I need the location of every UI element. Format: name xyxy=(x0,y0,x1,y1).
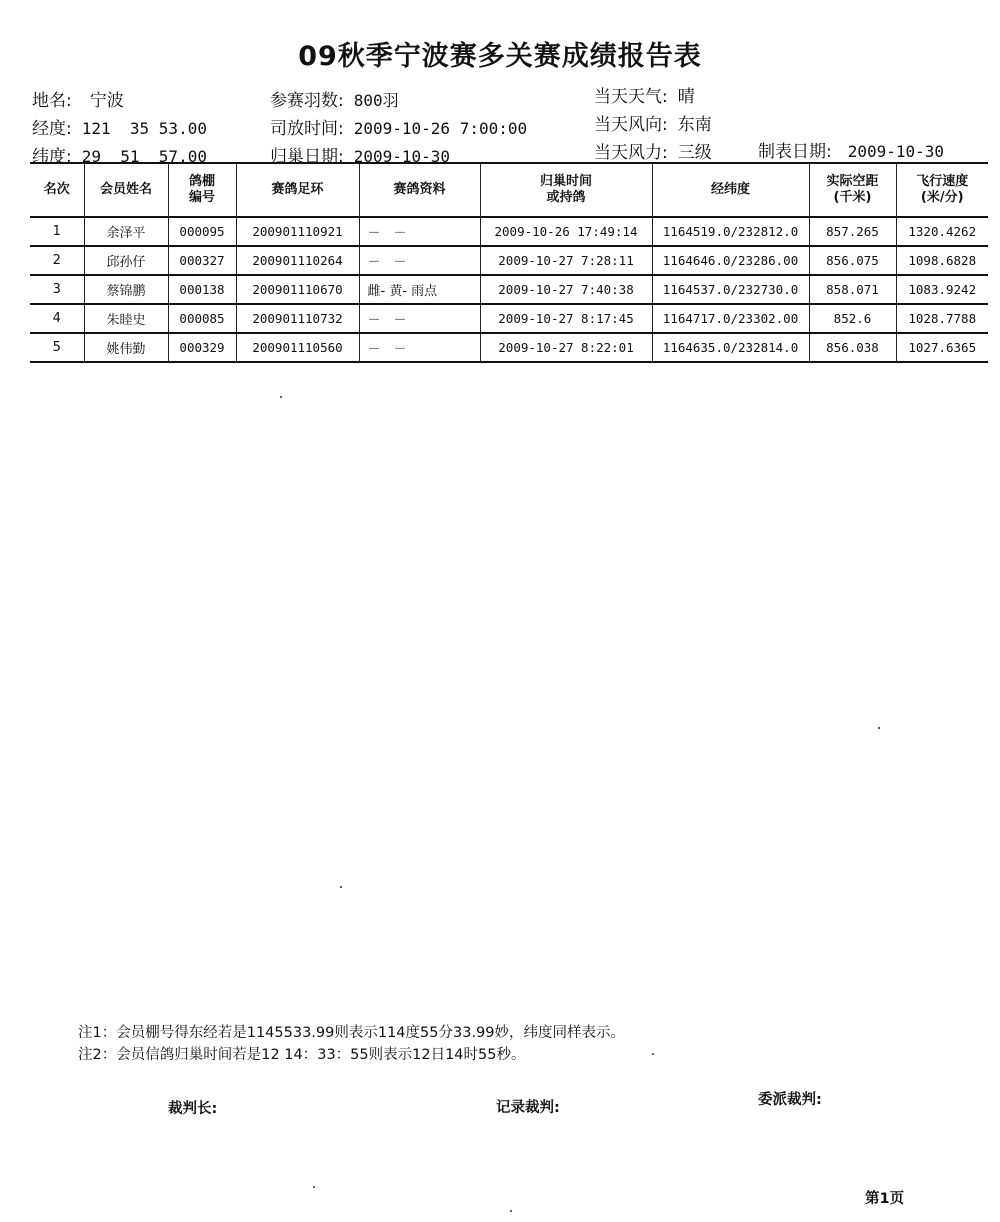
info-wind-direction xyxy=(594,110,712,135)
cell-pigeon-info: － － xyxy=(359,217,480,246)
cell-speed: 1320.4262 xyxy=(896,217,988,246)
info-count xyxy=(270,86,399,111)
scan-speck xyxy=(878,727,880,729)
cell-return-time: 2009-10-27 7:28:11 xyxy=(480,246,652,275)
cell-loft-number: 000327 xyxy=(168,246,236,275)
column-header-speed: 飞行速度 (米/分) xyxy=(896,163,988,217)
cell-speed: 1027.6365 xyxy=(896,333,988,362)
cell-ring-number: 200901110264 xyxy=(236,246,359,275)
cell-member-name: 姚伟勤 xyxy=(84,333,168,362)
info-release xyxy=(270,114,527,139)
cell-return-time: 2009-10-27 7:40:38 xyxy=(480,275,652,304)
weather-label: 当天天气: xyxy=(594,87,668,107)
cell-member-name: 蔡锦鹏 xyxy=(84,275,168,304)
cell-ring-number: 200901110732 xyxy=(236,304,359,333)
longitude-label: 经度: xyxy=(32,119,72,139)
cell-rank: 5 xyxy=(30,333,84,362)
cell-pigeon-info: 雌- 黄- 雨点 xyxy=(359,275,480,304)
cell-rank: 4 xyxy=(30,304,84,333)
cell-coordinates: 1164519.0/232812.0 xyxy=(652,217,809,246)
scan-speck xyxy=(280,396,282,398)
cell-rank: 3 xyxy=(30,275,84,304)
page-number: 第1页 xyxy=(865,1191,905,1207)
place-label: 地名: xyxy=(32,91,72,111)
cell-distance: 857.265 xyxy=(809,217,896,246)
cell-speed: 1083.9242 xyxy=(896,275,988,304)
table-body xyxy=(30,217,988,362)
cell-ring-number: 200901110670 xyxy=(236,275,359,304)
return-value: 2009-10-30 xyxy=(353,147,451,166)
wind-force-label: 当天风力: xyxy=(594,143,668,163)
cell-speed: 1098.6828 xyxy=(896,246,988,275)
wind-force-value: 三级 xyxy=(677,143,712,163)
column-header-rank: 名次 xyxy=(30,163,84,217)
info-weather xyxy=(594,82,695,107)
info-place xyxy=(32,86,124,111)
cell-return-time: 2009-10-27 8:22:01 xyxy=(480,333,652,362)
cell-coordinates: 1164537.0/232730.0 xyxy=(652,275,809,304)
table-row xyxy=(30,217,988,246)
column-header-return-time: 归巢时间 或持鸽 xyxy=(480,163,652,217)
column-header-ring-number: 赛鸽足环 xyxy=(236,163,359,217)
note-1: 注1：会员棚号得东经若是1145533.99则表示114度55分33.99妙，纬度同样表示。 xyxy=(78,1025,625,1041)
table-row xyxy=(30,275,988,304)
info-made-date xyxy=(758,137,944,162)
count-label: 参赛羽数: xyxy=(270,91,344,111)
cell-distance: 852.6 xyxy=(809,304,896,333)
scan-speck xyxy=(652,1053,654,1055)
made-date-label: 制表日期: xyxy=(758,142,832,162)
column-header-loft-number: 鸽棚 编号 xyxy=(168,163,236,217)
cell-loft-number: 000329 xyxy=(168,333,236,362)
made-date-value: 2009-10-30 xyxy=(847,142,945,161)
cell-rank: 2 xyxy=(30,246,84,275)
cell-pigeon-info: － － xyxy=(359,304,480,333)
cell-member-name: 余泽平 xyxy=(84,217,168,246)
cell-member-name: 朱睦史 xyxy=(84,304,168,333)
cell-pigeon-info: － － xyxy=(359,246,480,275)
cell-distance: 856.038 xyxy=(809,333,896,362)
note-2: 注2：会员信鸽归巢时间若是12 14：33：55则表示12日14时55秒。 xyxy=(78,1047,526,1063)
release-value: 2009-10-26 7:00:00 xyxy=(353,119,528,138)
chief-judge-label: 裁判长: xyxy=(168,1101,218,1117)
cell-ring-number: 200901110560 xyxy=(236,333,359,362)
table-row xyxy=(30,304,988,333)
cell-coordinates: 1164635.0/232814.0 xyxy=(652,333,809,362)
cell-ring-number: 200901110921 xyxy=(236,217,359,246)
wind-dir-label: 当天风向: xyxy=(594,115,668,135)
scan-speck xyxy=(313,1186,315,1188)
weather-value: 晴 xyxy=(677,87,695,107)
cell-return-time: 2009-10-26 17:49:14 xyxy=(480,217,652,246)
cell-pigeon-info: － － xyxy=(359,333,480,362)
column-header-pigeon-info: 赛鸽资料 xyxy=(359,163,480,217)
info-longitude xyxy=(32,114,207,139)
cell-coordinates: 1164646.0/23286.00 xyxy=(652,246,809,275)
recorder-judge-label: 记录裁判: xyxy=(496,1100,560,1116)
place-value: 宁波 xyxy=(89,91,124,111)
cell-distance: 856.075 xyxy=(809,246,896,275)
column-header-coordinates: 经纬度 xyxy=(652,163,809,217)
latitude-value: 29 51 57.00 xyxy=(81,147,207,166)
cell-rank: 1 xyxy=(30,217,84,246)
cell-return-time: 2009-10-27 8:17:45 xyxy=(480,304,652,333)
release-label: 司放时间: xyxy=(270,119,344,139)
cell-distance: 858.071 xyxy=(809,275,896,304)
scan-speck xyxy=(510,1210,512,1212)
wind-dir-value: 东南 xyxy=(677,115,712,135)
column-header-distance: 实际空距 (千米) xyxy=(809,163,896,217)
cell-coordinates: 1164717.0/23302.00 xyxy=(652,304,809,333)
scan-speck xyxy=(340,886,342,888)
cell-member-name: 邱孙仔 xyxy=(84,246,168,275)
table-row xyxy=(30,333,988,362)
return-label: 归巢日期: xyxy=(270,147,344,167)
cell-loft-number: 000138 xyxy=(168,275,236,304)
cell-loft-number: 000095 xyxy=(168,217,236,246)
delegate-judge-label: 委派裁判: xyxy=(758,1092,822,1108)
cell-loft-number: 000085 xyxy=(168,304,236,333)
cell-speed: 1028.7788 xyxy=(896,304,988,333)
count-value: 800羽 xyxy=(353,91,399,110)
table-row xyxy=(30,246,988,275)
column-header-member-name: 会员姓名 xyxy=(84,163,168,217)
results-table xyxy=(30,162,988,363)
longitude-value: 121 35 53.00 xyxy=(81,119,207,138)
table-header-row xyxy=(30,163,988,217)
latitude-label: 纬度: xyxy=(32,147,72,167)
report-title: 09秋季宁波赛多关赛成绩报告表 xyxy=(298,41,702,72)
info-wind-force xyxy=(594,138,712,163)
